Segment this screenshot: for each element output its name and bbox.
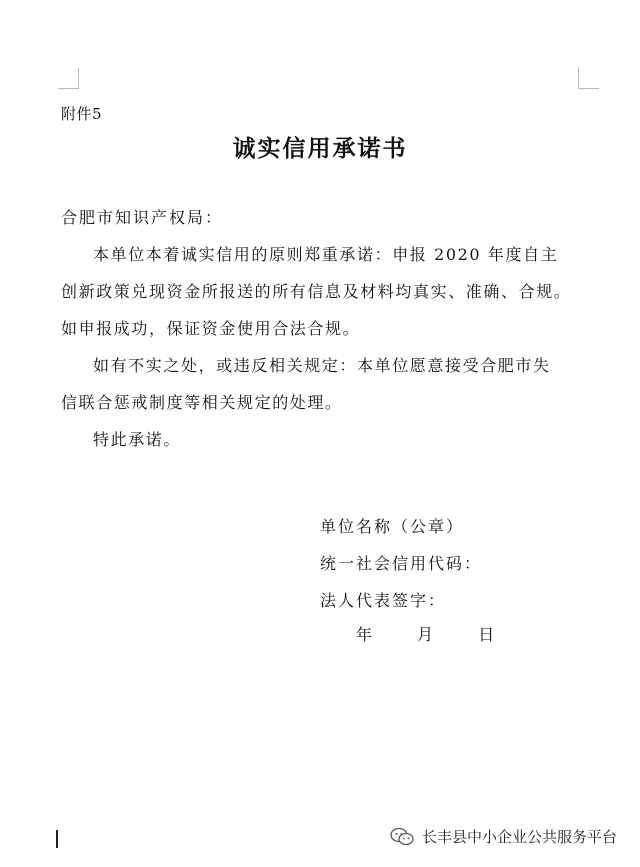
date-day-label: 日 xyxy=(478,625,495,644)
wechat-icon xyxy=(390,827,414,847)
legal-rep-signature-label: 法人代表签字： xyxy=(320,591,447,610)
text-cursor-mark xyxy=(56,830,58,848)
date-line xyxy=(356,622,516,645)
watermark-text: 长丰县中小企业公共服务平台 xyxy=(422,828,618,846)
date-month-label: 月 xyxy=(417,625,434,644)
credit-code-label: 统一社会信用代码： xyxy=(320,554,483,573)
closing-statement: 特此承诺。 xyxy=(93,430,182,449)
date-year-label: 年 xyxy=(356,625,373,644)
crop-mark-top-right xyxy=(578,68,599,89)
paragraph-2-line-1: 如有不实之处，或违反相关规定：本单位愿意接受合肥市失 xyxy=(93,356,551,375)
document-title: 诚实信用承诺书 xyxy=(232,136,408,162)
paragraph-1-line-2: 创新政策兑现资金所报送的所有信息及材料均真实、准确、合规。 xyxy=(61,282,572,301)
unit-name-seal-label: 单位名称（公章） xyxy=(320,517,465,536)
salutation: 合肥市知识产权局： xyxy=(61,208,224,227)
paragraph-1-line-3: 如申报成功，保证资金使用合法合规。 xyxy=(61,319,361,338)
source-watermark xyxy=(390,826,617,847)
paragraph-2-line-2: 信联合惩戒制度等相关规定的处理。 xyxy=(61,393,343,412)
paragraph-1-line-1: 本单位本着诚实信用的原则郑重承诺：申报 2020 年度自主 xyxy=(93,245,559,264)
attachment-label: 附件5 xyxy=(61,105,103,123)
crop-mark-top-left xyxy=(58,68,79,89)
